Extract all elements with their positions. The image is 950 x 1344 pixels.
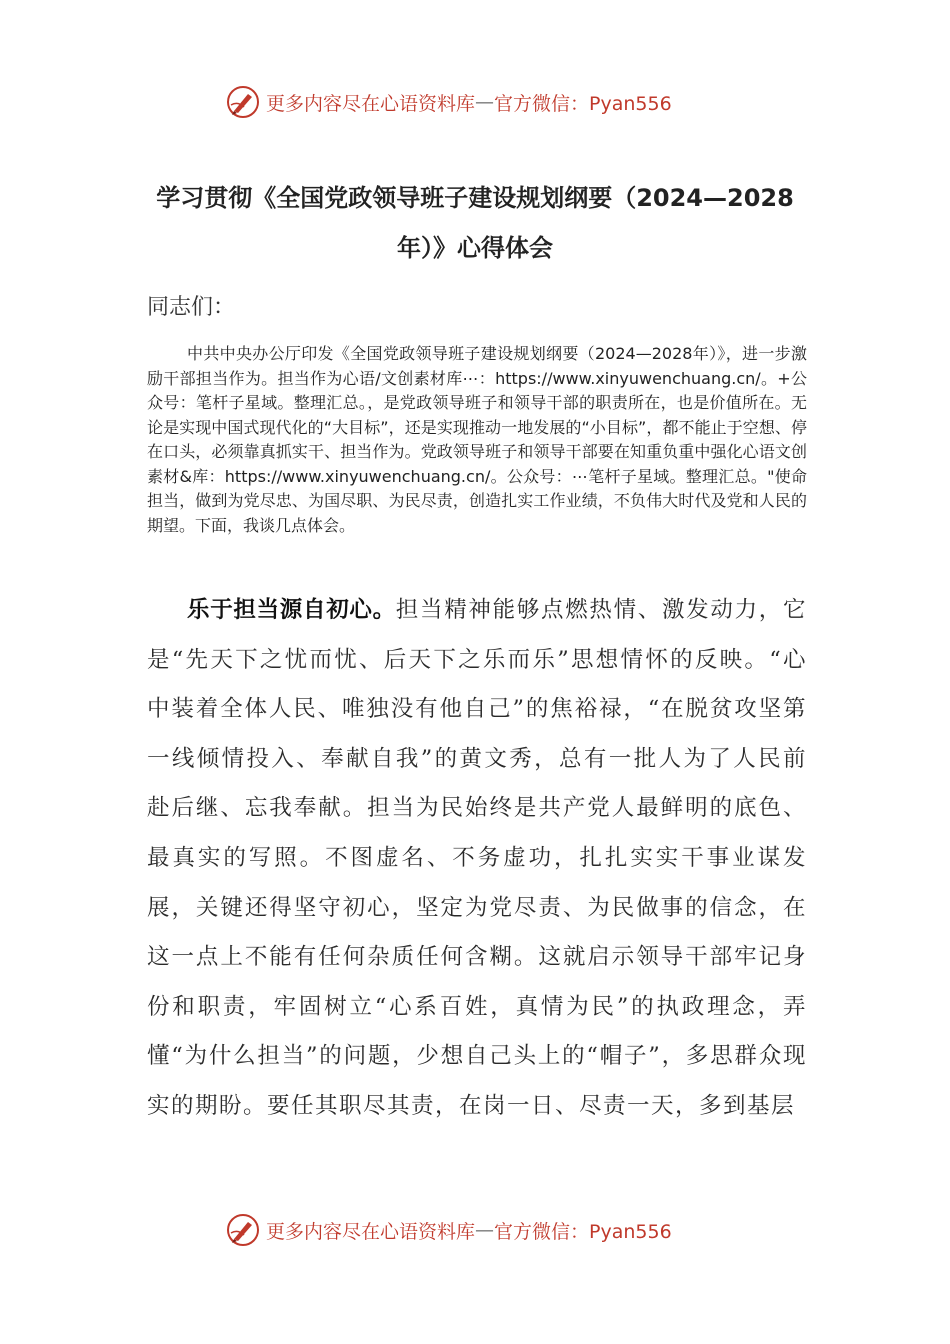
paragraph-body: 担当精神能够点燃热情、激发动力，它是“先天下之忧而忧、后天下之乐而乐”思想情怀的反映。“心中装着全体人民、唯独没有他自己”的焦裕禄，“在脱贫攻坚第一线倾情投入、奉献自我”的黄文秀，总有一批人为了人民前赴后继、忘我奉献。担当为民始终是共产党人最鲜明的底色、最真实的写照。不图虚名、不务虚功，扎扎实实干事业谋发展，关键还得坚守初心，坚定为党尽责、为民做事的信念，在这一点上不能有任何杂质任何含糊。这就启示领导干部牢记身份和职责，牢固树立“心系百姓，真情为民”的执政理念，弄懂“为什么担当”的问题，少想自己头上的“帽子”，多思群众现实的期盼。要任其职尽其责，在岗一日、尽责一天，多到基层 <box>147 597 807 1119</box>
banner-wechat-text: 官方微信：Pyan556 <box>494 92 672 115</box>
banner-lead-text: 更多内容尽在心语资料库 <box>266 92 476 115</box>
body-paragraph-1 <box>147 586 807 1132</box>
pen-logo-icon <box>226 85 260 119</box>
pen-logo-icon <box>226 1213 260 1247</box>
banner-lead-text: 更多内容尽在心语资料库 <box>266 1220 476 1243</box>
banner-dash: — <box>475 1219 495 1241</box>
document-title-line-1: 学习贯彻《全国党政领导班子建设规划纲要（2024—2028 <box>156 184 794 212</box>
salutation: 同志们： <box>147 295 236 320</box>
banner-wechat-text: 官方微信：Pyan556 <box>494 1220 672 1243</box>
intro-paragraph: 中共中央办公厅印发《全国党政领导班子建设规划纲要（2024—2028年）》，进一步激励干部担当作为。担当作为心语/文创素材库⋯：https://www.xinyuwenchuang.cn/。+公众号：笔杆子星域。整理汇总。，是党政领导班子和领导干部的职责所在，也是价值所在。无论是实现中国式现代化的“大目标”，还是实现推动一地发展的“小目标”，都不能止于空想、停在口头，必须靠真抓实干、担当作为。党政领导班子和领导干部要在知重负重中强化心语文创素材&库：https://www.xinyuwenchuang.cn/。公众号：⋯笔杆子星域。整理汇总。"使命担当，做到为党尽忠、为国尽职、为民尽责，创造扎实工作业绩，不负伟大时代及党和人民的期望。下面，我谈几点体会。 <box>147 344 807 535</box>
header-banner <box>226 82 746 122</box>
footer-banner <box>226 1210 746 1250</box>
paragraph-heading: 乐于担当源自初心。 <box>187 597 396 623</box>
banner-dash: — <box>475 91 495 113</box>
document-title-line-2: 年）》心得体会 <box>397 234 553 262</box>
